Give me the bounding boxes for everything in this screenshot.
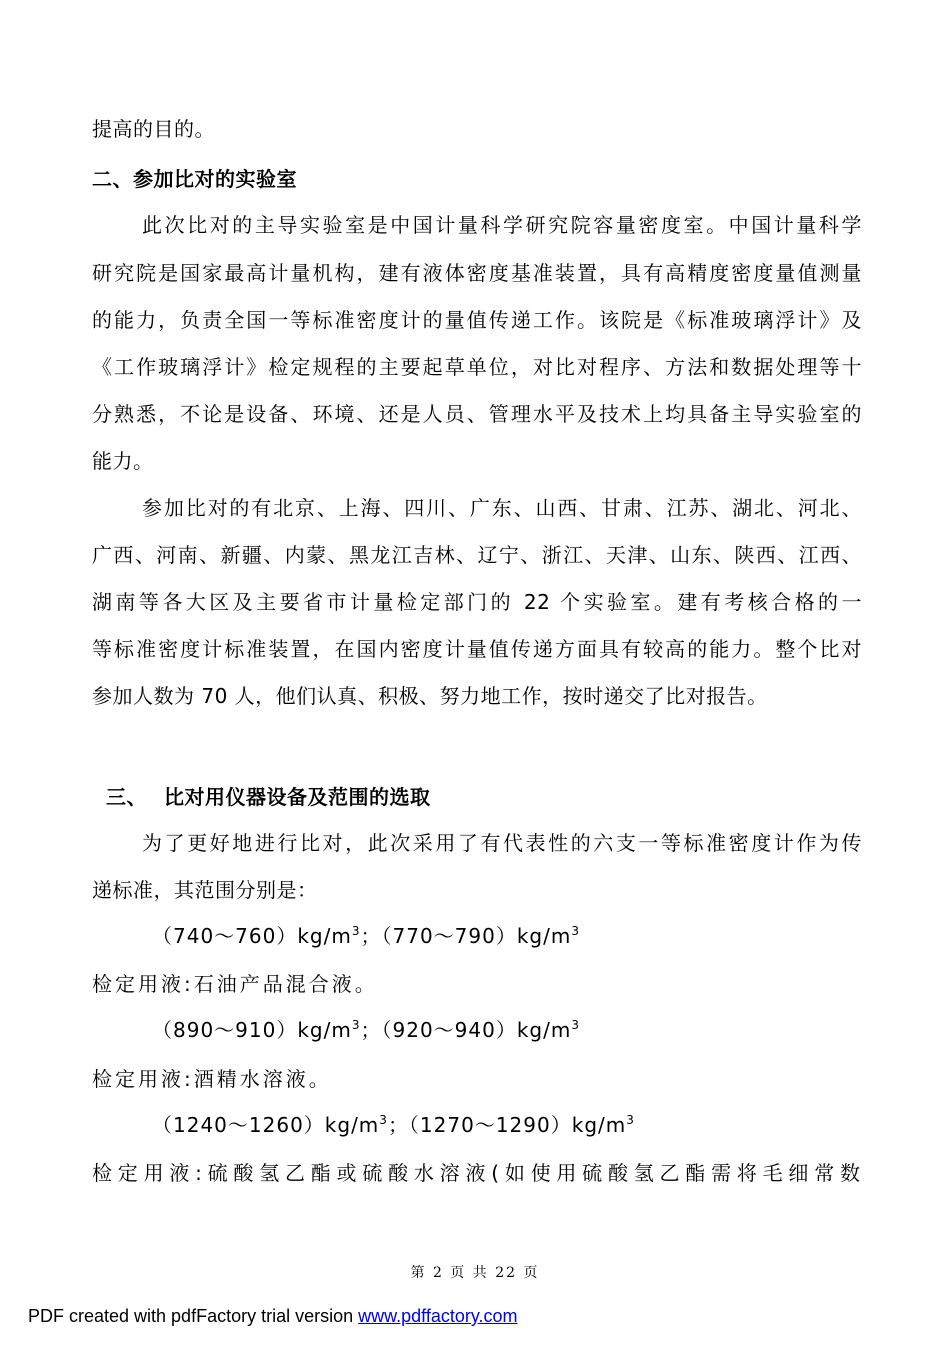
range-formula — [152, 1110, 922, 1140]
paragraph-line: 等标准密度计标准装置，在国内密度计量值传递方面具有较高的能力。整个比对 — [92, 637, 862, 661]
paragraph-line: 《工作玻璃浮计》检定规程的主要起草单位，对比对程序、方法和数据处理等十 — [92, 355, 862, 379]
range-value: ；（1270～1290）kg/m — [387, 1113, 627, 1137]
paragraph-line: 分熟悉，不论是设备、环境、还是人员、管理水平及技术上均具备主导实验室的 — [92, 402, 862, 426]
superscript: 3 — [571, 1018, 580, 1032]
paragraph-line: 递标准，其范围分别是： — [92, 878, 318, 902]
liquid-line: 检定用液:石油产品混合液。 — [92, 972, 378, 996]
superscript: 3 — [626, 1113, 635, 1127]
paragraph-line: 为了更好地进行比对，此次采用了有代表性的六支一等标准密度计作为传 — [142, 831, 862, 855]
paragraph-line: 能力。 — [92, 449, 154, 473]
paragraph-line: 提高的目的。 — [92, 117, 215, 141]
paragraph-line: 研究院是国家最高计量机构，建有液体密度基准装置，具有高精度密度量值测量 — [92, 261, 862, 285]
section-number: 三、 — [106, 785, 147, 809]
paragraph-line: 参加人数为 70 人，他们认真、积极、努力地工作，按时递交了比对报告。 — [92, 684, 768, 708]
liquid-line: 检定用液:硫酸氢乙酯或硫酸水溶液(如使用硫酸氢乙酯需将毛细常数 — [92, 1161, 862, 1185]
superscript: 3 — [351, 924, 361, 938]
superscript: 3 — [351, 1018, 361, 1032]
section-title: 比对用仪器设备及范围的选取 — [164, 785, 431, 809]
paragraph-line: 此次比对的主导实验室是中国计量科学研究院容量密度室。中国计量科学 — [142, 213, 862, 237]
pdf-watermark-text: PDF created with pdfFactory trial version — [28, 1306, 359, 1326]
liquid-line: 检定用液:酒精水溶液。 — [92, 1067, 332, 1091]
superscript: 3 — [379, 1113, 388, 1127]
paragraph-line: 广西、河南、新疆、内蒙、黑龙江吉林、辽宁、浙江、天津、山东、陕西、江西、 — [92, 543, 862, 567]
page-number-footer: 第 2 页 共 22 页 — [410, 1265, 540, 1281]
range-value: （1240～1260）kg/m — [152, 1113, 380, 1137]
section-heading-3 — [106, 782, 876, 812]
range-value: （740～760）kg/m — [152, 924, 352, 948]
pdffactory-link[interactable]: www.pdffactory.com — [358, 1306, 518, 1326]
range-value: （890～910）kg/m — [152, 1018, 352, 1042]
section-heading-2: 二、参加比对的实验室 — [92, 167, 297, 191]
range-formula — [152, 1015, 922, 1045]
paragraph-line: 湖南等各大区及主要省市计量检定部门的 22 个实验室。建有考核合格的一 — [92, 590, 862, 614]
superscript: 3 — [571, 924, 580, 938]
range-formula — [152, 921, 922, 951]
range-value: ；（770～790）kg/m — [360, 924, 572, 948]
pdf-watermark — [28, 1306, 518, 1327]
paragraph-line: 的能力，负责全国一等标准密度计的量值传递工作。该院是《标准玻璃浮计》及 — [92, 308, 862, 332]
paragraph-line: 参加比对的有北京、上海、四川、广东、山西、甘肃、江苏、湖北、河北、 — [142, 496, 862, 520]
range-value: ；（920～940）kg/m — [360, 1018, 572, 1042]
